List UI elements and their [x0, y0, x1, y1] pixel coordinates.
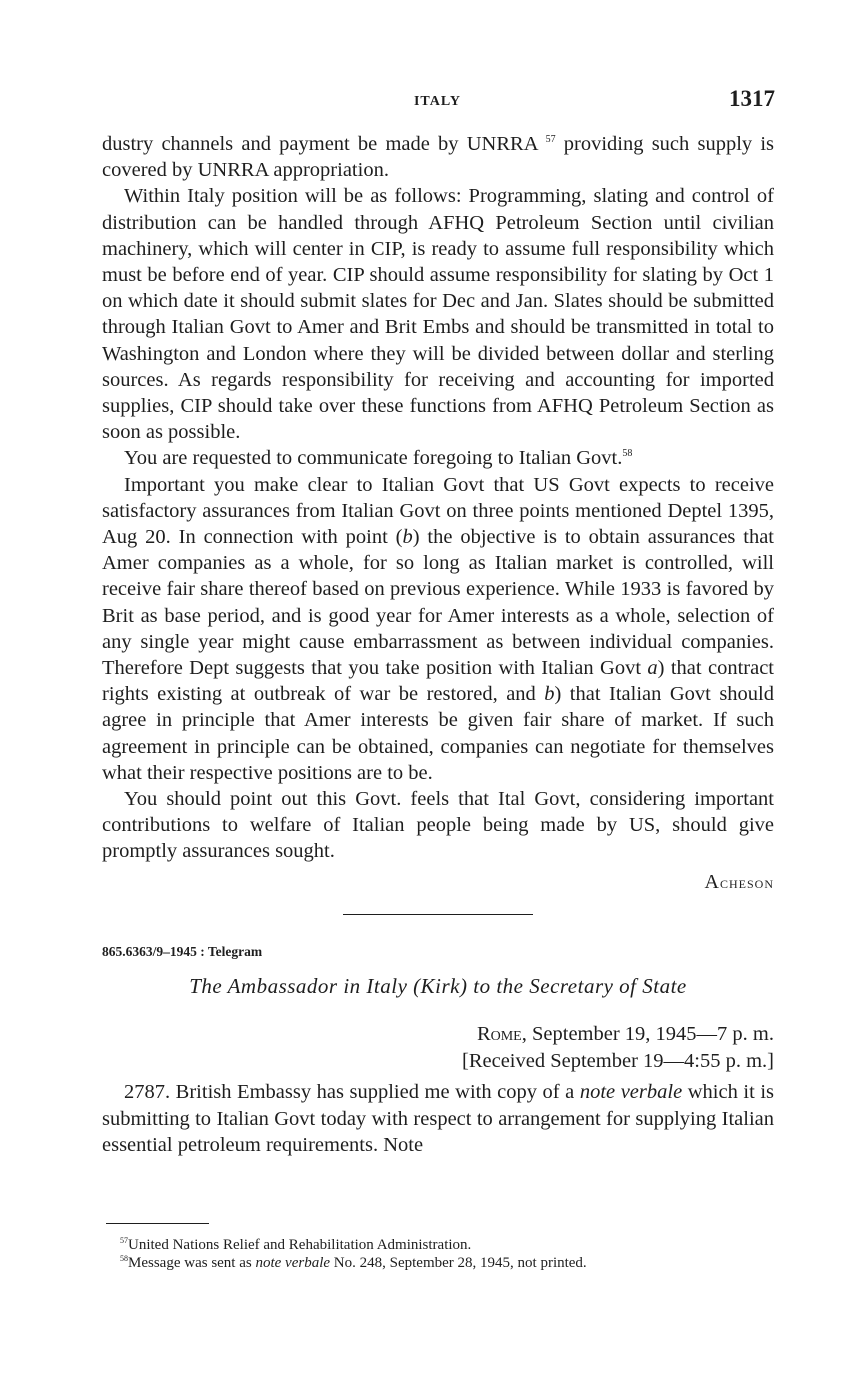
paragraph-assurances	[102, 472, 774, 786]
paragraph-point-out: You should point out this Govt. feels that Ital Govt, considering important contributions to welfare of Italian people being made by US, should give promptly assurances sought.	[102, 788, 774, 863]
paragraph-request	[102, 445, 774, 471]
text-span: Kirk	[420, 974, 461, 999]
text-span: 2787. British Embassy has supplied me with copy of a	[124, 1081, 580, 1104]
file-number: 865.6363/9–1945 : Telegram	[102, 943, 263, 959]
text-span: No. 248, September 28, 1945, not printed.	[330, 1255, 587, 1271]
italic-letter: b	[402, 526, 413, 549]
text-span: , September 19, 1945—7 p. m.	[521, 1023, 774, 1046]
footnote-number: 57	[120, 1236, 128, 1245]
text-span: Important you make clear to Italian Govt that US Govt expects to receive satisfactory assurances from Italian Govt on three points mentioned Deptel 1395, Aug 20. In connection with point (	[102, 473, 774, 549]
dateline-received: [Received September 19—4:55 p. m.]	[462, 1050, 774, 1073]
footnotes	[120, 1236, 780, 1272]
document-heading	[102, 973, 774, 999]
text-span: ) the objective is to obtain assurances that Amer companies as a whole, for so long as Italian market is controlled, will receive fair share thereof based on previous experience. While 1933 is favored by Brit as base period, and is good year for Amer interests as a whole, selection of any single year might cause embarrassment as between individual companies. Therefore Dept suggests that you take position with Italian Govt	[102, 526, 774, 680]
paragraph-continued	[102, 131, 774, 183]
running-head: ITALY	[413, 94, 462, 109]
text-span: The Ambassador in Italy (	[189, 974, 421, 999]
footnote-ref-58: 58	[622, 448, 633, 460]
page-number: 1317	[729, 86, 775, 111]
footnote-57	[120, 1236, 780, 1254]
text-span: which it is submitting to Italian Govt today with respect to arrangement for supplying Italian essential petroleum requirements. Note	[102, 1081, 775, 1156]
italic-letter: b	[544, 683, 555, 706]
italic-term: note verbale	[255, 1255, 331, 1271]
dateline-sent	[102, 1021, 774, 1048]
text-span: United Nations Relief and Rehabilitation Administration.	[128, 1237, 472, 1253]
text-span: ) that contract rights existing at outbreak of war be restored, and	[102, 657, 774, 706]
footnote-58	[120, 1254, 780, 1272]
body-text	[102, 131, 774, 1158]
text-span: ) to the Secretary of State	[460, 974, 687, 999]
text-span: ) that Italian Govt should agree in principle that Amer interests be given fair share of market. If such agreement in principle can be obtained, companies can negotiate for themselves what their respective positions are to be.	[102, 683, 774, 784]
footnote-ref-57: 57	[545, 134, 556, 145]
paragraph-distribution: Within Italy position will be as follows: Programming, slating and control of distribution can be handled through AFHQ Petroleum Section until civilian machinery, which will center in CIP, is ready to assume full responsibility which must be before end of year. CIP should assume responsibility for slating by Oct 1 on which date it should submit slates for Dec and Jan. Slates should be submitted through Italian Govt to Amer and Brit Embs and should be transmitted in total to Washington and London where they will be divided between dollar and sterling sources. As regards responsibility for receiving and accounting for imported supplies, CIP should take over these functions from AFHQ Petroleum Section as soon as possible.	[102, 185, 774, 444]
text-span: dustry channels and payment be made by UNRRA	[102, 133, 538, 155]
italic-letter: a	[647, 657, 658, 680]
text-span: Message was sent as	[128, 1255, 256, 1271]
paragraph-telegram	[102, 1079, 774, 1158]
dateline	[102, 1021, 774, 1075]
footnote-number: 58	[120, 1254, 128, 1263]
signature: Acheson	[704, 870, 774, 893]
dateline-place: Rome	[476, 1023, 522, 1046]
text-span: You are requested to communicate foregoing to Italian Govt.	[124, 447, 623, 470]
page-header	[100, 86, 775, 116]
section-divider	[343, 914, 533, 915]
text-span: providing such supply is covered by UNRRA appropriation.	[102, 133, 775, 182]
italic-term: note verbale	[579, 1081, 683, 1104]
footnote-rule	[106, 1223, 209, 1224]
